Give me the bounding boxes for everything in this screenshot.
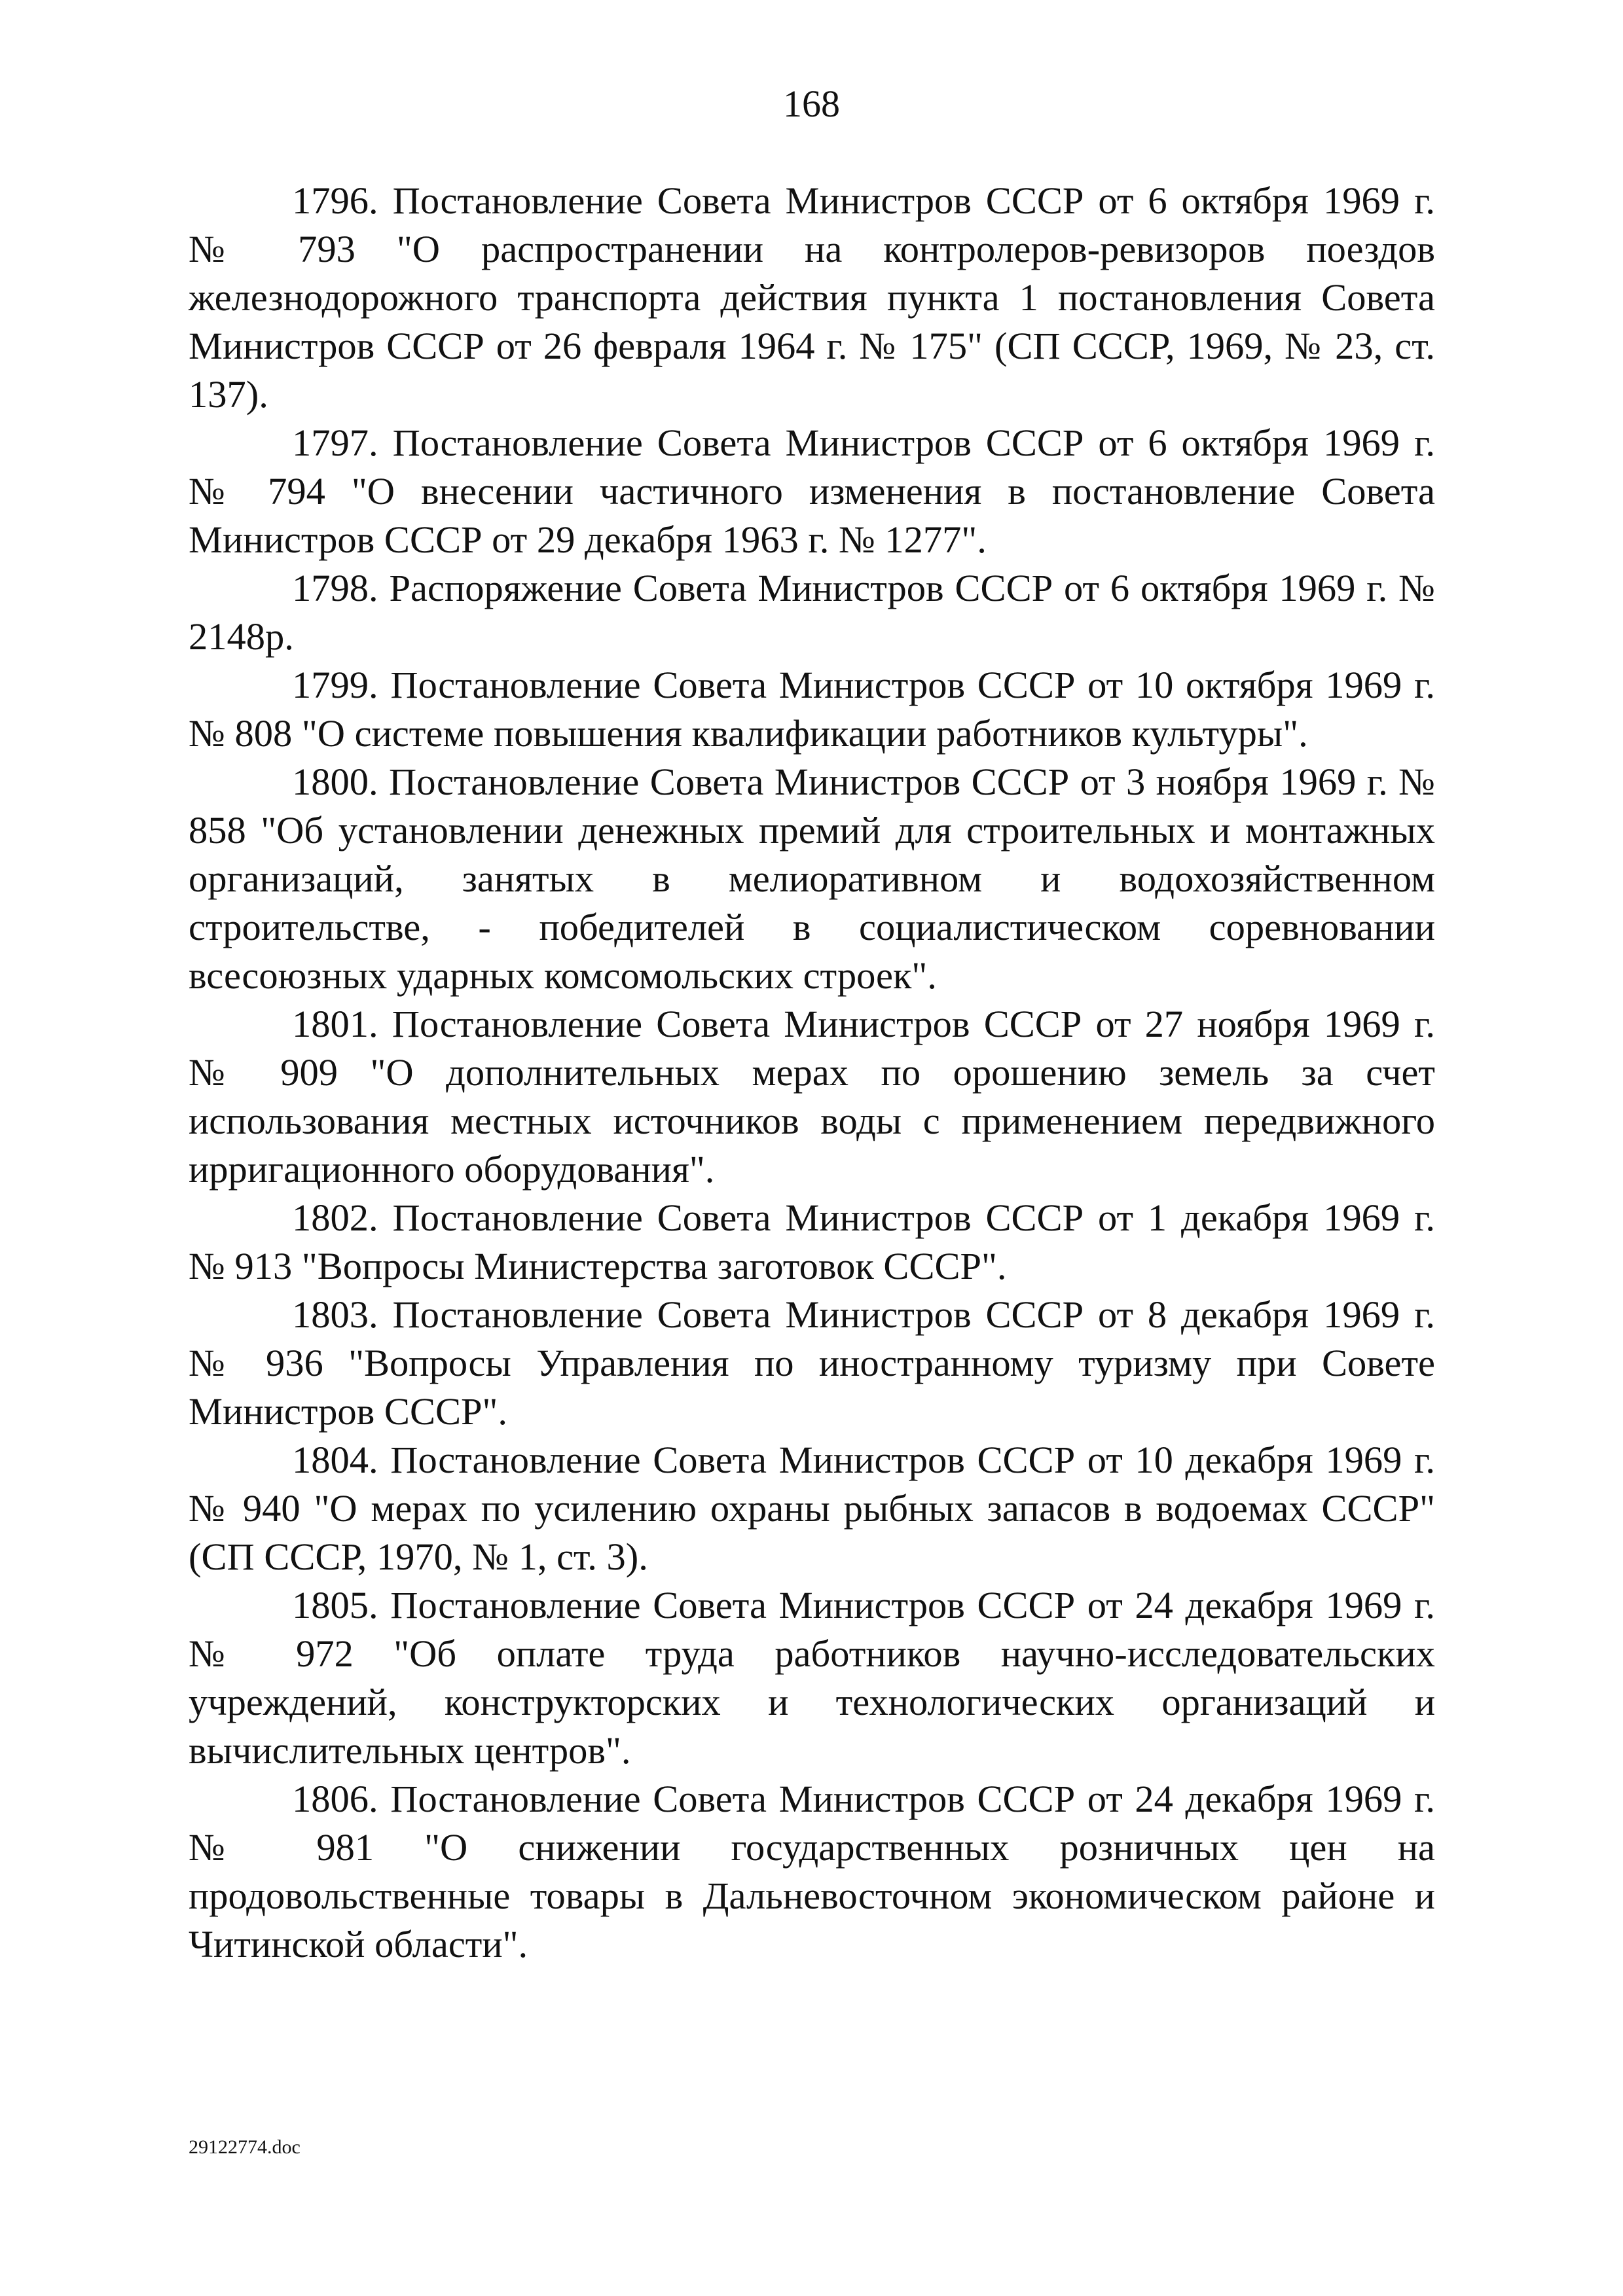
entry-1804: 1804. Постановление Совета Министров СССР от 10 декабря 1969 г. № 940 "О мерах по усилению охраны рыбных запасов в водоемах СССР" (СП СССР, 1970, № 1, ст. 3). [189,1439,1435,1578]
entry-1801: 1801. Постановление Совета Министров СССР от 27 ноября 1969 г. № 909 "О дополнительных мерах по орошению земель за счет использования местных источников воды с применением передвижного ирригационного оборудования". [189,1003,1435,1191]
entry-1806: 1806. Постановление Совета Министров СССР от 24 декабря 1969 г. № 981 "О снижении государственных розничных цен на продовольственные товары в Дальневосточном экономическом районе и Читинской области". [189,1778,1435,1965]
entry-1796: 1796. Постановление Совета Министров СССР от 6 октября 1969 г. № 793 "О распространении на контролеров-ревизоров поездов железнодорожного транспорта действия пункта 1 постановления Совета Министров СССР от 26 февраля 1964 г. № 175" (СП СССР, 1969, № 23, ст. 137). [189,179,1435,416]
entry-1799: 1799. Постановление Совета Министров СССР от 10 октября 1969 г. № 808 "О системе повышения квалификации работников культуры". [189,664,1435,755]
entry-1800: 1800. Постановление Совета Министров СССР от 3 ноября 1969 г. № 858 "Об установлении денежных премий для строительных и монтажных организаций, занятых в мелиоративном и водохозяйственном строительстве, - победителей в социалистическом соревновании всесоюзных ударных комсомольских строек". [189,761,1435,997]
page-number: 168 [783,82,840,125]
document-body [189,177,1435,1969]
entry-1798: 1798. Распоряжение Совета Министров СССР от 6 октября 1969 г. № 2148р. [189,567,1435,658]
footer-filename: 29122774.doc [189,2136,301,2158]
entry-1805: 1805. Постановление Совета Министров СССР от 24 декабря 1969 г. № 972 "Об оплате труда работников научно-исследовательских учреждений, конструкторских и технологических организаций и вычислительных центров". [189,1584,1435,1772]
entry-1802: 1802. Постановление Совета Министров СССР от 1 декабря 1969 г. № 913 "Вопросы Министерства заготовок СССР". [189,1196,1435,1287]
entry-1797: 1797. Постановление Совета Министров СССР от 6 октября 1969 г. № 794 "О внесении частичного изменения в постановление Совета Министров СССР от 29 декабря 1963 г. № 1277". [189,422,1435,561]
entry-1803: 1803. Постановление Совета Министров СССР от 8 декабря 1969 г. № 936 "Вопросы Управления по иностранному туризму при Совете Министров СССР". [189,1293,1435,1433]
